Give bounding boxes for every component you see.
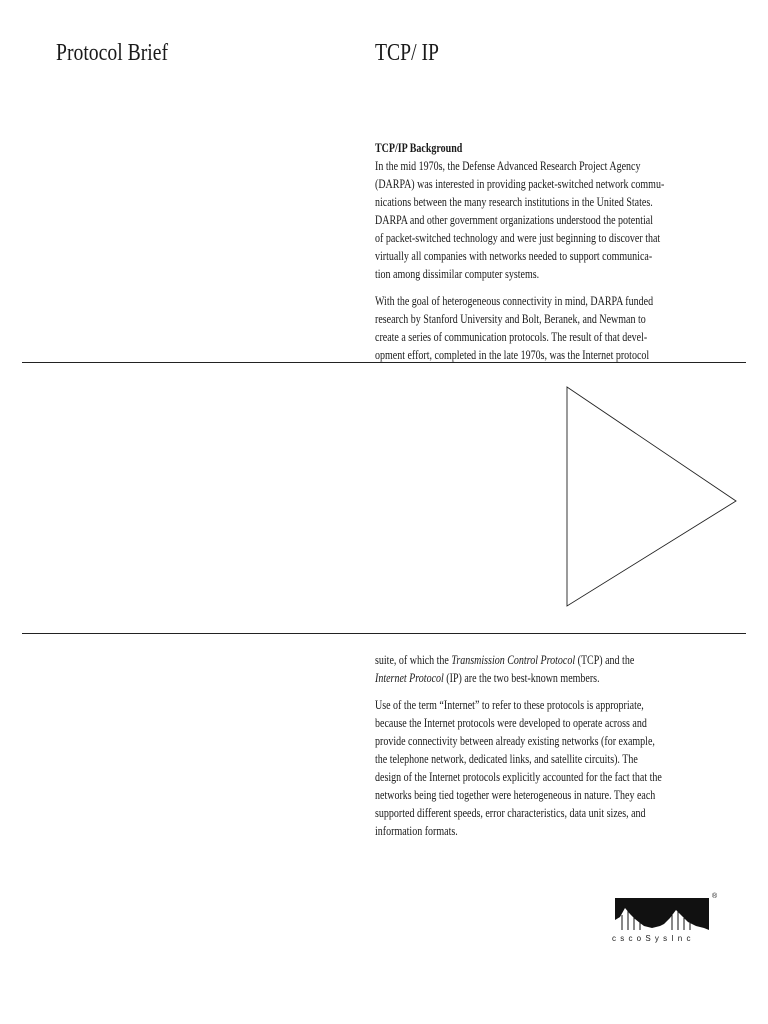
text-run: (TCP) and the — [575, 653, 635, 667]
document-topic-title: TCP/ IP — [375, 40, 439, 66]
text-line: design of the Internet protocols explicitly accounted for the fact that the — [375, 770, 662, 784]
text-line: information formats. — [375, 824, 458, 838]
italic-term-ip: Internet Protocol — [375, 671, 444, 685]
paragraph-4 — [375, 696, 711, 840]
logo-wordmark: c s c o S y s I n c — [612, 934, 692, 943]
text-line: of packet-switched technology and were just beginning to discover that — [375, 231, 661, 245]
horizontal-rule-top — [22, 362, 746, 363]
paragraph-1 — [375, 157, 711, 283]
text-line: opment effort, completed in the late 1970s, was the Internet protocol — [375, 348, 650, 362]
continued-section — [375, 651, 711, 849]
text-line: (DARPA) was interested in providing packet-switched network commu- — [375, 177, 665, 191]
registered-mark: ® — [712, 893, 718, 900]
text-line: DARPA and other government organizations understood the potential — [375, 213, 654, 227]
text-line: nications between the many research institutions in the United States. — [375, 195, 653, 209]
text-line: In the mid 1970s, the Defense Advanced Research Project Agency — [375, 159, 641, 173]
text-run: suite, of which the — [375, 653, 452, 667]
italic-term-tcp: Transmission Control Protocol — [451, 653, 576, 667]
background-section — [375, 139, 711, 373]
text-line: Use of the term “Internet” to refer to these protocols is appropriate, — [375, 698, 644, 712]
text-line: virtually all companies with networks needed to support communica- — [375, 249, 653, 263]
text-line: create a series of communication protocols. The result of that devel- — [375, 330, 648, 344]
text-line: because the Internet protocols were developed to operate across and — [375, 716, 647, 730]
paragraph-3 — [375, 651, 711, 687]
section-heading: TCP/IP Background — [375, 141, 463, 155]
text-line: With the goal of heterogeneous connectivity in mind, DARPA funded — [375, 294, 654, 308]
text-run: (IP) are the two best-known members. — [443, 671, 600, 685]
document-series-title: Protocol Brief — [56, 40, 169, 66]
text-line: research by Stanford University and Bolt, Beranek, and Newman to — [375, 312, 646, 326]
text-line: provide connectivity between already existing networks (for example, — [375, 734, 655, 748]
text-line: supported different speeds, error characteristics, data unit sizes, and — [375, 806, 646, 820]
text-line: networks being tied together were heterogeneous in nature. They each — [375, 788, 656, 802]
text-line: the telephone network, dedicated links, and satellite circuits). The — [375, 752, 638, 766]
text-line: tion among dissimilar computer systems. — [375, 267, 540, 281]
horizontal-rule-bottom — [22, 633, 746, 634]
paragraph-2 — [375, 292, 711, 364]
triangle-graphic — [560, 380, 750, 620]
